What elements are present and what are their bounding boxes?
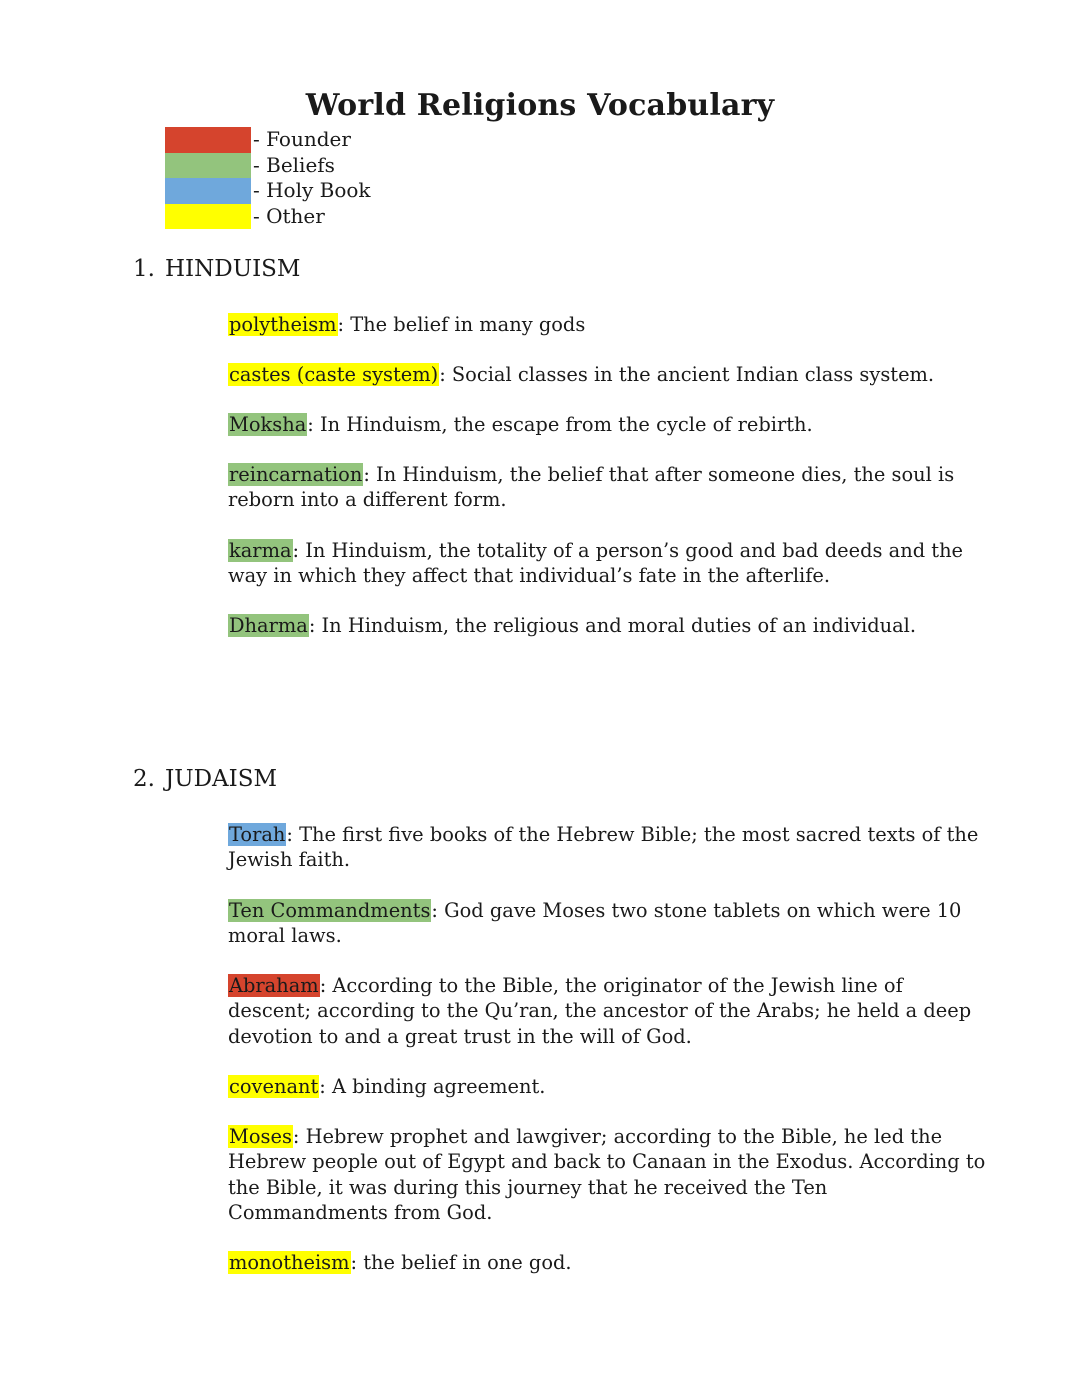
page-title: World Religions Vocabulary xyxy=(305,88,775,123)
legend-swatch-founder xyxy=(165,127,251,153)
vocab-term: karma xyxy=(229,539,292,562)
vocab-term: reincarnation xyxy=(229,463,363,486)
legend-swatch-beliefs xyxy=(165,153,251,179)
vocab-definition: : In Hinduism, the religious and moral duties of an individual. xyxy=(308,614,917,637)
vocab-definition: : According to the Bible, the originator of the Jewish line of descent; according to the Qu’ran, the ancestor of the Arabs; he held a deep devotion to and a great trust in the will of God. xyxy=(228,974,972,1048)
vocab-entry-moses xyxy=(228,1124,988,1225)
section-number: 2. xyxy=(133,766,155,792)
vocab-entry-karma xyxy=(228,538,988,589)
legend-label-beliefs: - Beliefs xyxy=(253,152,335,177)
legend-row-other xyxy=(165,204,371,230)
vocab-definition: : In Hinduism, the totality of a person’s good and bad deeds and the way in which they affect that individual’s fate in the afterlife. xyxy=(228,539,964,588)
vocab-entry-moksha xyxy=(228,412,988,437)
vocab-term: Torah xyxy=(229,823,286,846)
vocab-entry-reincarnation xyxy=(228,462,988,513)
vocab-term: monotheism xyxy=(229,1251,350,1274)
section-heading-judaism xyxy=(133,765,277,793)
legend-swatch-holy-book xyxy=(165,178,251,204)
vocab-term: Dharma xyxy=(229,614,308,637)
vocab-entry-abraham xyxy=(228,973,988,1049)
section-name: JUDAISM xyxy=(165,766,278,792)
vocab-entry-covenant xyxy=(228,1074,988,1099)
legend-row-founder xyxy=(165,127,371,153)
vocab-term: Moksha xyxy=(229,413,307,436)
legend-label-holy-book: - Holy Book xyxy=(253,178,371,203)
vocab-term: Abraham xyxy=(229,974,319,997)
vocab-entry-monotheism xyxy=(228,1250,988,1275)
vocab-term: castes (caste system) xyxy=(229,363,439,386)
legend-label-other: - Other xyxy=(253,203,325,228)
vocab-definition: : God gave Moses two stone tablets on which were 10 moral laws. xyxy=(228,899,962,948)
vocab-definition: : In Hinduism, the belief that after someone dies, the soul is reborn into a different form. xyxy=(228,463,955,512)
vocab-definition: : Hebrew prophet and lawgiver; according to the Bible, he led the Hebrew people out of Egypt and back to Canaan in the Exodus. According to the Bible, it was during this journey that he received the Ten Commandments from God. xyxy=(228,1125,986,1224)
section-number: 1. xyxy=(133,256,155,282)
vocab-term: Ten Commandments xyxy=(229,899,431,922)
vocab-definition: : A binding agreement. xyxy=(319,1075,546,1098)
color-legend xyxy=(165,127,371,229)
legend-swatch-other xyxy=(165,204,251,230)
vocab-definition: : Social classes in the ancient Indian class system. xyxy=(439,363,935,386)
legend-row-holy-book xyxy=(165,178,371,204)
vocab-entry-ten-commandments xyxy=(228,898,988,949)
vocab-definition: : The first five books of the Hebrew Bible; the most sacred texts of the Jewish faith. xyxy=(228,823,979,872)
legend-row-beliefs xyxy=(165,153,371,179)
vocab-term: Moses xyxy=(229,1125,292,1148)
vocab-definition: : The belief in many gods xyxy=(337,313,586,336)
vocab-entry-dharma xyxy=(228,613,988,638)
vocab-definition: : the belief in one god. xyxy=(350,1251,572,1274)
vocab-term: polytheism xyxy=(229,313,337,336)
vocab-entry-torah xyxy=(228,822,988,873)
legend-label-founder: - Founder xyxy=(253,127,351,152)
vocab-definition: : In Hinduism, the escape from the cycle of rebirth. xyxy=(307,413,813,436)
section-heading-hinduism xyxy=(133,255,300,283)
vocab-entry-polytheism xyxy=(228,312,988,337)
vocab-term: covenant xyxy=(229,1075,319,1098)
vocab-entry-castes xyxy=(228,362,988,387)
section-name: HINDUISM xyxy=(165,256,301,282)
